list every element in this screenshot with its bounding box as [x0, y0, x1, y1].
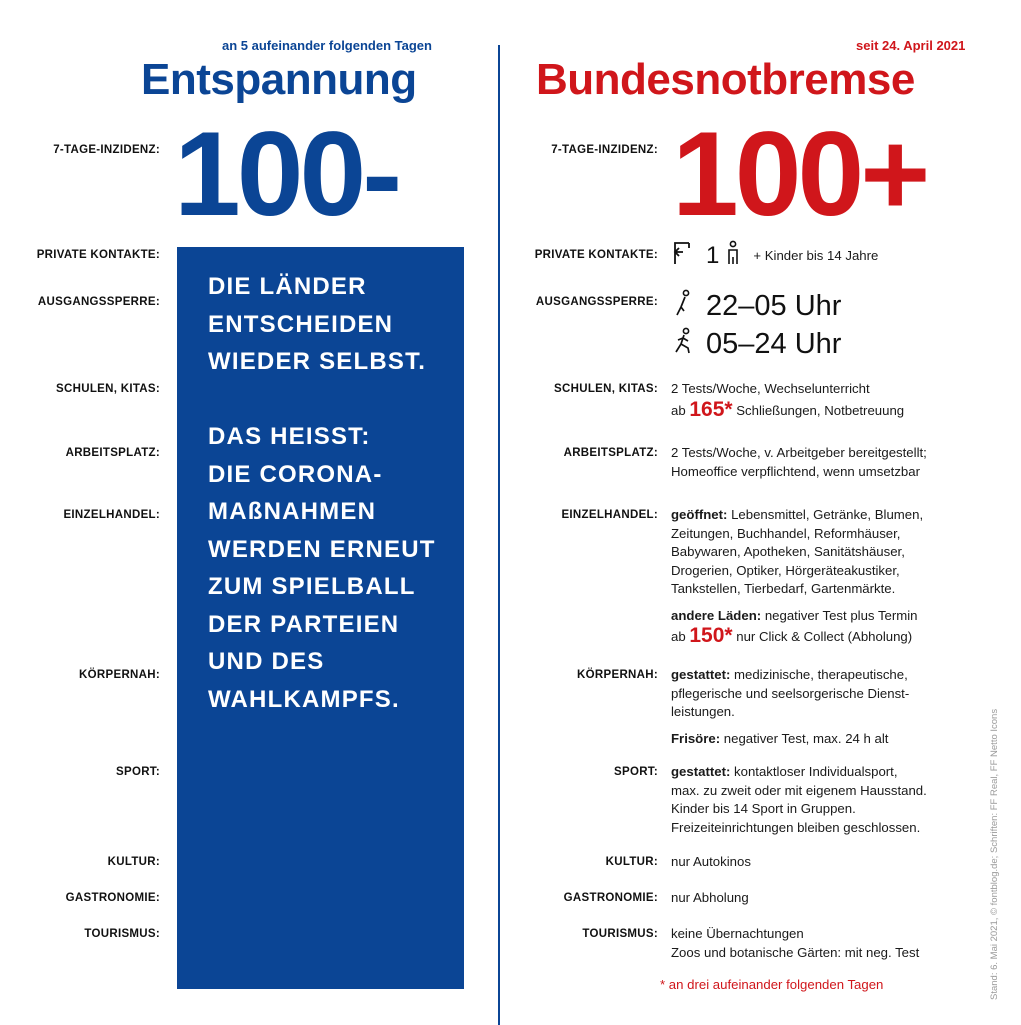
- right-incidence-value: 100+: [672, 107, 927, 241]
- left-label-culture: KULTUR:: [107, 856, 160, 868]
- right-label-private: PRIVATE KONTAKTE:: [534, 249, 658, 261]
- right-label-retail: EINZELHANDEL:: [561, 509, 658, 521]
- left-label-curfew: AUSGANGSSPERRE:: [37, 296, 160, 308]
- box-line: DIE LÄNDER: [208, 273, 367, 300]
- curfew-night-row: [672, 287, 841, 325]
- credit-line: Stand: 6. Mai 2021, © fontblog.de; Schriften: FF Real, FF Netto Icons: [989, 708, 1000, 1000]
- curfew-block: [672, 287, 841, 363]
- box-line: ZUM SPIELBALL: [208, 573, 416, 600]
- box-line: ENTSCHEIDEN: [208, 310, 394, 338]
- sport-line-row: [671, 763, 927, 782]
- tourism-value: [671, 925, 919, 962]
- body-line-1: pflegerische und seelsorgerische Dienst-: [671, 685, 910, 701]
- box-line: DAS HEISST:: [208, 423, 371, 450]
- retail-open-line-4: Tankstellen, Tierbedarf, Gartenmärkte.: [671, 581, 896, 596]
- sport-line-1: max. zu zweit oder mit eigenem Hausstand.: [671, 782, 927, 798]
- left-label-work: ARBEITSPLATZ:: [65, 447, 160, 459]
- left-label-body: KÖRPERNAH:: [79, 669, 160, 681]
- sport-line-3: Freizeiteinrichtungen bleiben geschlossen.: [671, 819, 921, 835]
- retail-other-line2: nur Click & Collect (Abholung): [736, 629, 913, 644]
- box-line: DIE CORONA-: [208, 460, 383, 488]
- left-summary-text: [208, 268, 436, 718]
- box-line: UND DES: [208, 648, 325, 675]
- tourism-line2: Zoos und botanische Gärten: mit neg. Test: [671, 944, 920, 960]
- private-contacts-count: 1: [706, 241, 720, 269]
- left-incidence-label: 7-TAGE-INZIDENZ:: [53, 144, 160, 156]
- left-title: Entspannung: [141, 55, 417, 104]
- retail-open-line-0: Lebensmittel, Getränke, Blumen,: [731, 507, 924, 522]
- body-line-2: leistungen.: [671, 704, 735, 719]
- center-divider: [498, 45, 500, 1025]
- schools-line2: Schließungen, Notbetreuung: [736, 402, 905, 418]
- hair-text: negativer Test, max. 24 h alt: [723, 730, 889, 746]
- right-label-body: KÖRPERNAH:: [577, 669, 658, 681]
- right-incidence-label: 7-TAGE-INZIDENZ:: [551, 144, 658, 156]
- schools-line1: 2 Tests/Woche, Wechselunterricht: [671, 381, 870, 396]
- walking-icon: [672, 289, 694, 323]
- work-line2: Homeoffice verpflichtend, wenn umsetzbar: [671, 463, 920, 479]
- footnote: * an drei aufeinander folgenden Tagen: [660, 977, 884, 992]
- left-incidence-value: 100-: [174, 107, 399, 241]
- work-line1: 2 Tests/Woche, v. Arbeitgeber bereitgestellt;: [671, 445, 927, 460]
- work-value: [671, 444, 927, 481]
- left-label-private: PRIVATE KONTAKTE:: [36, 249, 160, 261]
- body-line-0: medizinische, therapeutische,: [734, 667, 908, 682]
- box-line: DER PARTEIEN: [208, 610, 400, 638]
- box-line: WAHLKAMPFS.: [208, 685, 400, 713]
- sport-line-0: kontaktloser Individualsport,: [734, 764, 898, 779]
- private-contacts-text: + Kinder bis 14 Jahre: [753, 248, 879, 263]
- retail-open-line-1: Zeitungen, Buchhandel, Reformhäuser,: [671, 525, 901, 541]
- box-line: WIEDER SELBST.: [208, 348, 427, 375]
- hair-label: Frisöre:: [671, 730, 721, 746]
- retail-other-line2-row: [671, 624, 923, 647]
- right-label-curfew: AUSGANGSSPERRE:: [535, 296, 658, 308]
- left-label-sport: SPORT:: [116, 766, 160, 778]
- retail-open-label: geöffnet:: [671, 507, 728, 522]
- body-line-row: [671, 666, 909, 685]
- sport-line-2: Kinder bis 14 Sport in Gruppen.: [671, 801, 856, 816]
- schools-prefix: ab: [671, 402, 686, 418]
- body-value: [671, 666, 909, 748]
- retail-prefix: ab: [671, 629, 686, 644]
- retail-open-line: [671, 506, 923, 525]
- schools-threshold: 165*: [689, 397, 733, 421]
- retail-other-text: negativer Test plus Termin: [764, 607, 918, 623]
- curfew-day-row: [672, 325, 841, 363]
- box-line: WERDEN ERNEUT: [208, 535, 436, 563]
- right-label-work: ARBEITSPLATZ:: [563, 447, 658, 459]
- right-label-schools: SCHULEN, KITAS:: [554, 383, 658, 395]
- retail-threshold: 150*: [689, 624, 733, 647]
- retail-other-line: [671, 607, 923, 626]
- sport-allowed-label: gestattet:: [671, 764, 731, 779]
- curfew-day-time: 05–24 Uhr: [706, 328, 842, 360]
- sport-value: [671, 763, 927, 837]
- right-title: Bundesnotbremse: [536, 55, 915, 104]
- box-line: [208, 381, 436, 419]
- tourism-line1: keine Übernachtungen: [671, 926, 804, 941]
- box-line: MAßNAHMEN: [208, 498, 377, 525]
- left-subtitle: an 5 aufeinander folgenden Tagen: [222, 38, 432, 53]
- private-contacts-row: [672, 240, 878, 271]
- left-label-schools: SCHULEN, KITAS:: [56, 383, 160, 395]
- left-label-gastro: GASTRONOMIE:: [65, 892, 160, 904]
- right-label-culture: KULTUR:: [605, 856, 658, 868]
- left-label-tourism: TOURISMUS:: [84, 928, 160, 940]
- retail-open-line-3: Drogerien, Optiker, Hörgeräteakustiker,: [671, 562, 900, 578]
- retail-open-line-2: Babywaren, Apotheken, Sanitätshäuser,: [671, 544, 905, 559]
- right-subtitle: seit 24. April 2021: [856, 38, 966, 53]
- schools-value: [671, 380, 904, 420]
- gastro-value: nur Abholung: [671, 890, 749, 905]
- culture-value: nur Autokinos: [671, 854, 751, 869]
- right-label-tourism: TOURISMUS:: [582, 928, 658, 940]
- household-icon: [672, 240, 694, 271]
- body-allowed-label: gestattet:: [671, 667, 731, 682]
- right-label-sport: SPORT:: [614, 766, 658, 778]
- running-icon: [672, 327, 694, 361]
- right-label-gastro: GASTRONOMIE:: [563, 892, 658, 904]
- person-icon: [725, 240, 741, 271]
- left-label-retail: EINZELHANDEL:: [63, 509, 160, 521]
- retail-value: [671, 506, 923, 647]
- schools-line2-row: [671, 397, 905, 421]
- retail-other-label: andere Läden:: [671, 607, 762, 623]
- curfew-night-time: 22–05 Uhr: [706, 290, 842, 322]
- hair-line: [671, 730, 909, 749]
